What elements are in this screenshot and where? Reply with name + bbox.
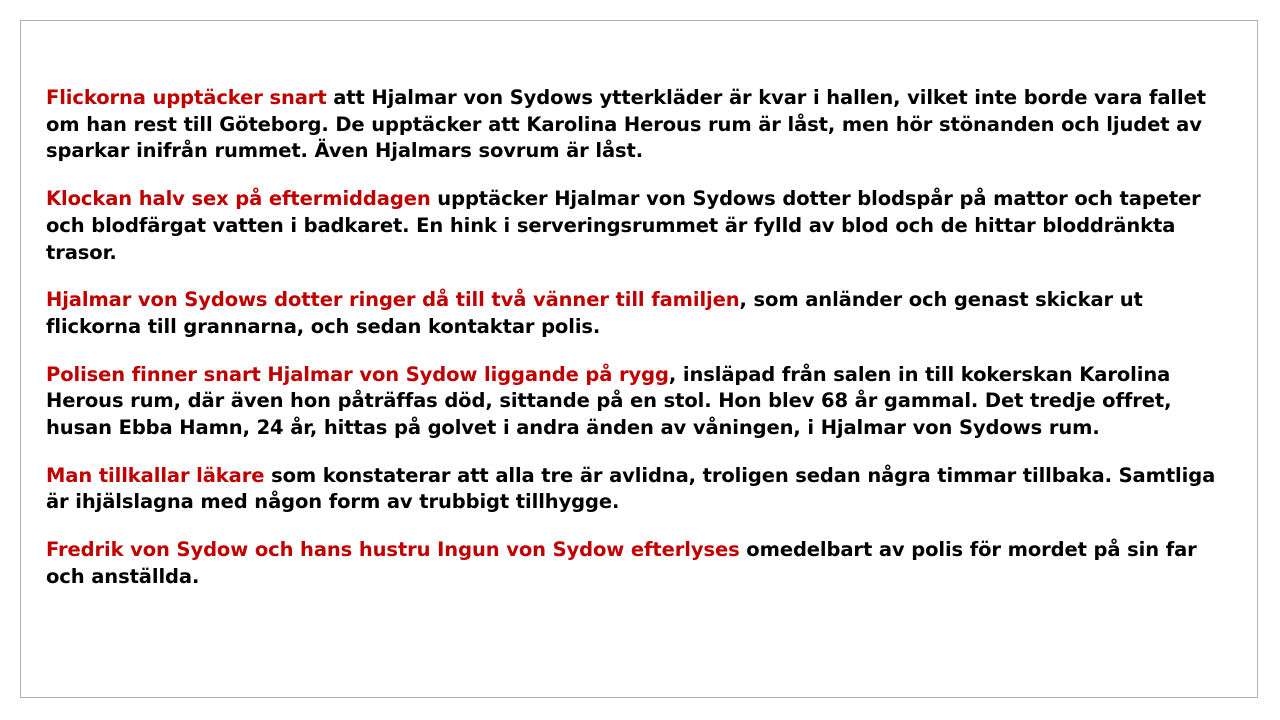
paragraph-1-text: att Hjalmar von Sydows ytterkläder är kvar i hallen, vilket inte borde vara fallet om han rest till Göteborg. De upptäcker att Karolina Herous rum är låst, men hör stönanden och ljudet av sparkar inifrån rummet. Även Hjalmars sovrum är låst.	[46, 86, 1206, 163]
paragraph-5-text: som konstaterar att alla tre är avlidna, troligen sedan några timmar tillbaka. Samtliga är ihjälslagna med någon form av trubbigt tillhygge.	[46, 463, 1216, 514]
paragraph-4-text: , insläpad från salen in till kokerskan Karolina Herous rum, där även hon påträffas död, sittande på en stol. Hon blev 68 år gammal. Det tredje offret, husan Ebba Hamn, 24 år, hittas på golvet i andra änden av våningen, i Hjalmar von Sydows rum.	[46, 362, 1172, 440]
paragraph-3-highlight: Hjalmar von Sydows dotter ringer då till två vänner till familjen	[46, 288, 740, 312]
paragraph-5	[46, 463, 1221, 516]
paragraph-6-text: omedelbart av polis för mordet på sin far och anställda.	[46, 538, 1197, 588]
paragraph-3-text: , som anländer och genast skickar ut flickorna till grannarna, och sedan kontaktar polis.	[46, 288, 1143, 338]
paragraph-5-highlight: Man tillkallar läkare	[46, 463, 265, 487]
paragraph-2	[46, 186, 1221, 266]
paragraph-1	[46, 85, 1221, 165]
paragraph-2-text: upptäcker Hjalmar von Sydows dotter blodspår på mattor och tapeter och blodfärgat vatten i badkaret. En hink i serveringsrummet är fylld av blod och de hittar bloddränkta trasor.	[46, 187, 1201, 264]
paragraph-6-highlight: Fredrik von Sydow och hans hustru Ingun von Sydow efterlyses	[46, 538, 740, 562]
paragraph-4	[46, 362, 1221, 442]
paragraph-2-highlight: Klockan halv sex på eftermiddagen	[46, 187, 431, 211]
paragraph-1-highlight: Flickorna upptäcker snart	[46, 86, 327, 109]
slide-body	[46, 85, 1221, 591]
slide-canvas	[20, 20, 1258, 698]
paragraph-6	[46, 537, 1221, 590]
paragraph-4-highlight: Polisen finner snart Hjalmar von Sydow liggande på rygg	[46, 362, 669, 386]
paragraph-3	[46, 287, 1221, 340]
